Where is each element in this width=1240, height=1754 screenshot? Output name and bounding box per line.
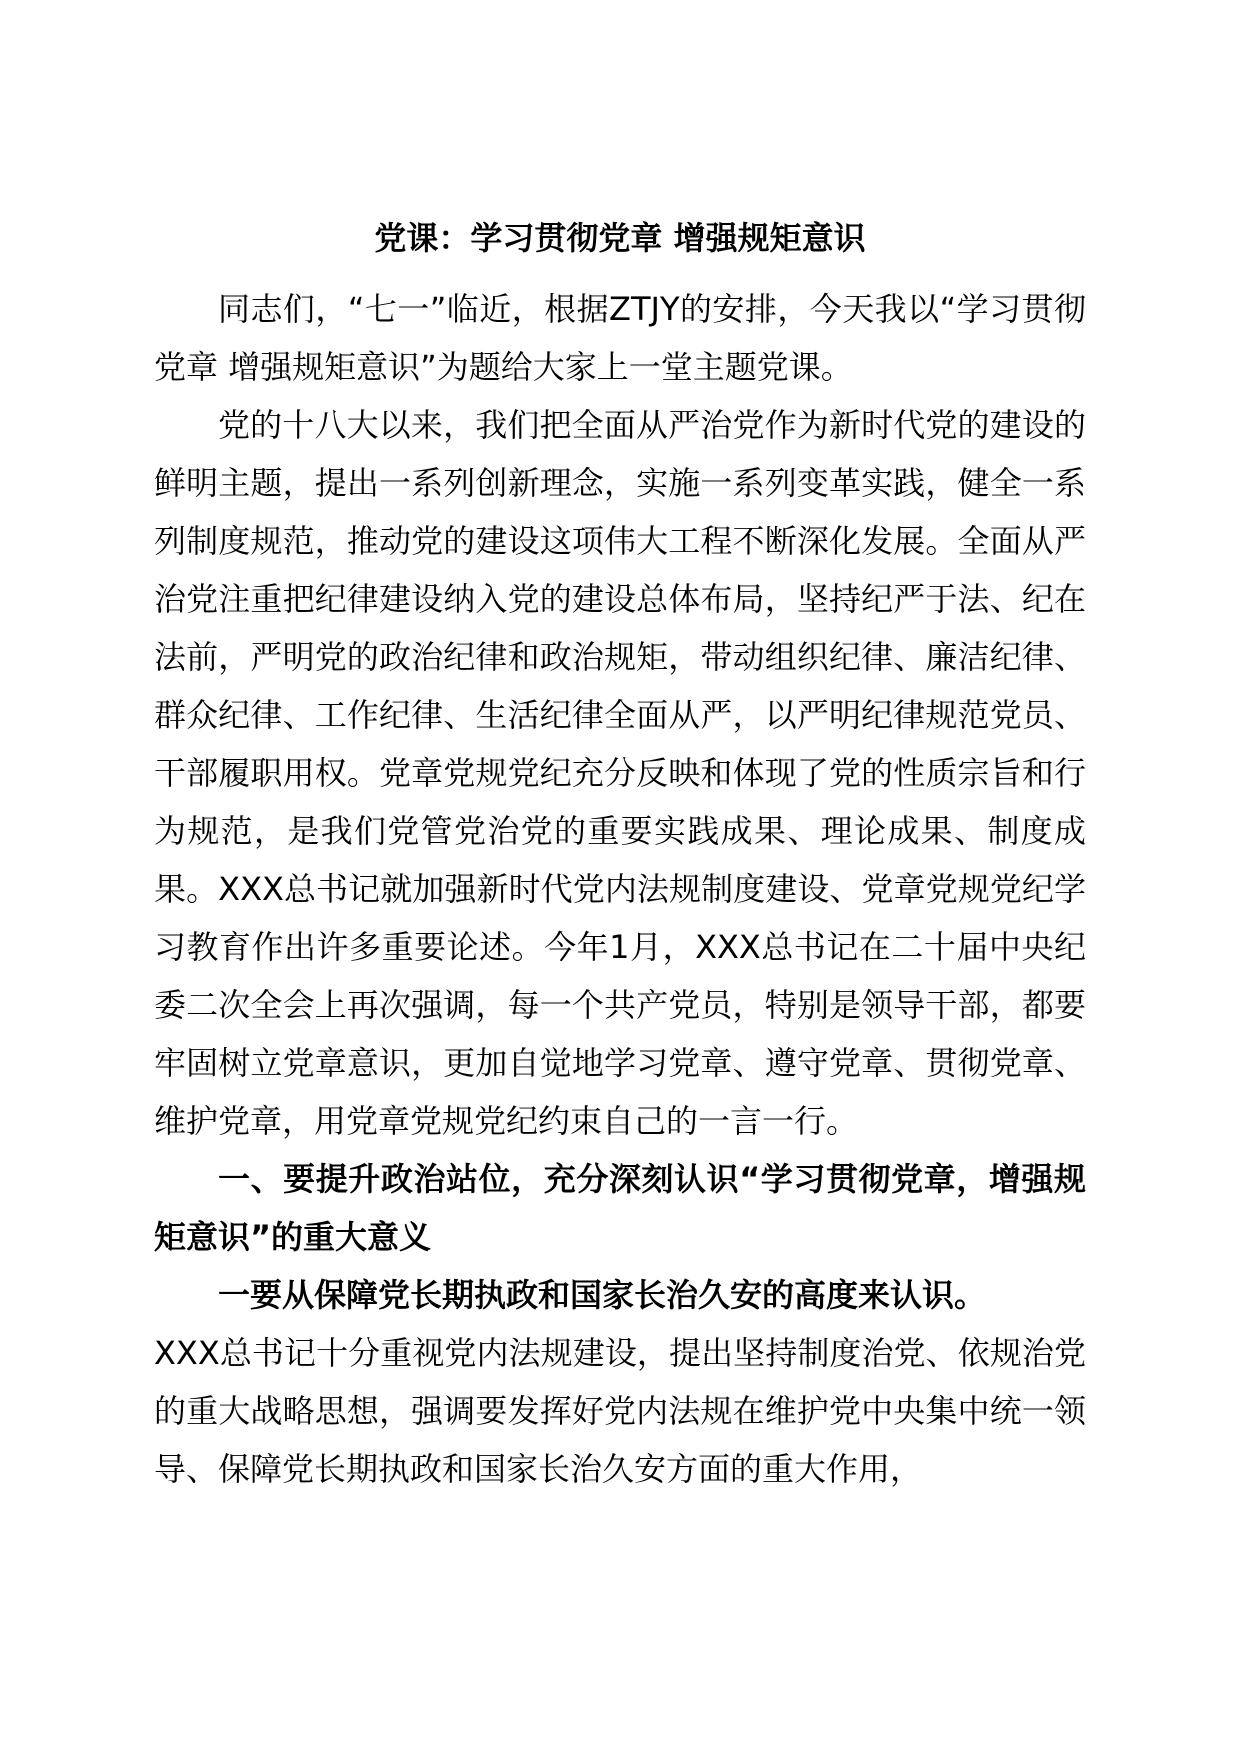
- section-heading: 一、要提升政治站位，充分深刻认识“学习贯彻党章，增强规矩意识”的重大意义: [154, 1160, 1086, 1256]
- opening-paragraph: 同志们，“七一”临近，根据ZTJY的安排，今天我以“学习贯彻党章 增强规矩意识”为题给大家上一堂主题党课。: [154, 290, 1086, 386]
- subsection-heading: 一要从保障党长期执政和国家长治久安的高度来认识。: [218, 1276, 987, 1314]
- document-body: [154, 280, 1086, 1498]
- body-paragraph: XXX总书记十分重视党内法规建设，提出坚持制度治党、依规治党的重大战略思想，强调要发挥好党内法规在维护党中央集中统一领导、保障党长期执政和国家长治久安方面的重大作用，: [154, 1334, 1086, 1488]
- background-paragraph: 党的十八大以来，我们把全面从严治党作为新时代党的建设的鲜明主题，提出一系列创新理念，实施一系列变革实践，健全一系列制度规范，推动党的建设这项伟大工程不断深化发展。全面从严治党注重把纪律建设纳入党的建设总体布局，坚持纪严于法、纪在法前，严明党的政治纪律和政治规矩，带动组织纪律、廉洁纪律、群众纪律、工作纪律、生活纪律全面从严，以严明纪律规范党员、干部履职用权。党章党规党纪充分反映和体现了党的性质宗旨和行为规范，是我们党管党治党的重要实践成果、理论成果、制度成果。XXX总书记就加强新时代党内法规制度建设、党章党规党纪学习教育作出许多重要论述。今年1月，XXX总书记在二十届中央纪委二次全会上再次强调，每一个共产党员，特别是领导干部，都要牢固树立党章意识，更加自觉地学习党章、遵守党章、贯彻党章、维护党章，用党章党规党纪约束自己的一言一行。: [154, 406, 1086, 1140]
- document-title: 党课：学习贯彻党章 增强规矩意识: [374, 219, 866, 257]
